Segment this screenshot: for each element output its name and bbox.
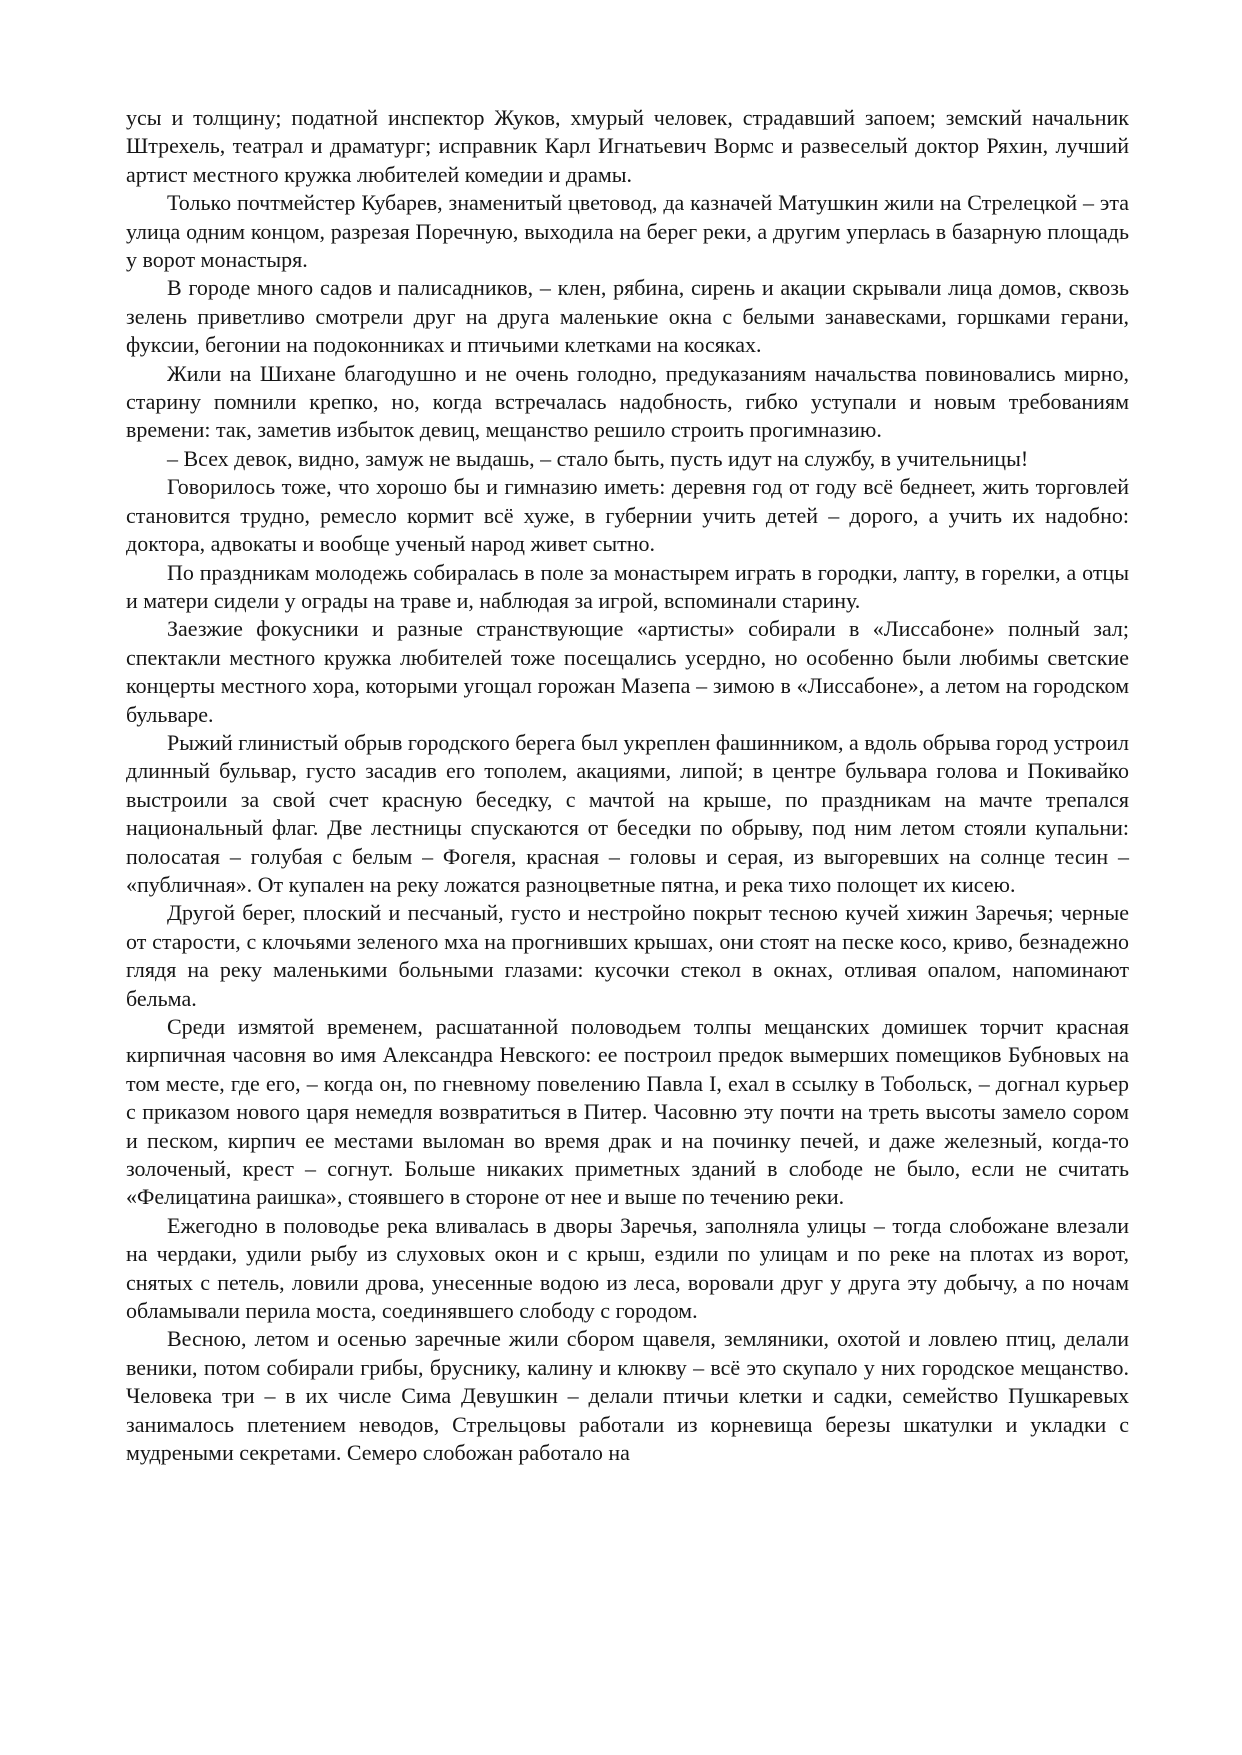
paragraph: Ежегодно в половодье река вливалась в дворы Заречья, заполняла улицы – тогда слобожане влезали на чердаки, удили рыбу из слуховых окон и с крыш, ездили по улицам и по реке на плотах из ворот, снятых с петель, ловили дрова, унесенные водою из леса, воровали друг у друга эту добычу, а по ночам обламывали перила моста, соединявшего слободу с городом.	[126, 1212, 1129, 1324]
paragraph: Рыжий глинистый обрыв городского берега был укреплен фашинником, а вдоль обрыва город устроил длинный бульвар, густо засадив его тополем, акациями, липой; в центре бульвара голова и Покивайко выстроили за свой счет красную беседку, с мачтой на крыше, по праздникам на мачте трепался национальный флаг. Две лестницы спускаются от беседки по обрыву, под ним летом стояли купальни: полосатая – голубая с белым – Фогеля, красная – головы и серая, из выгоревших на солнце тесин – «публичная». От купален на реку ложатся разноцветные пятна, и река тихо полощет их кисею.	[126, 729, 1129, 897]
paragraph: По праздникам молодежь собиралась в поле за монастырем играть в городки, лапту, в горелки, а отцы и матери сидели у ограды на траве и, наблюдая за игрой, вспоминали старину.	[126, 559, 1129, 613]
paragraph: Другой берег, плоский и песчаный, густо и нестройно покрыт тесною кучей хижин Заречья; черные от старости, с клочьями зеленого мха на прогнивших крышах, они стоят на песке косо, криво, безнадежно глядя на реку маленькими больными глазами: кусочки стекол в окнах, отливая опалом, напоминают бельма.	[126, 900, 1129, 1011]
paragraph: В городе много садов и палисадников, – клен, рябина, сирень и акации скрывали лица домов, сквозь зелень приветливо смотрели друг на друга маленькие окна с белыми занавесками, горшками герани, фуксии, бегонии на подоконниках и птичьими клетками на косяках.	[126, 275, 1129, 358]
paragraph: Среди измятой временем, расшатанной половодьем толпы мещанских домишек торчит красная кирпичная часовня во имя Александра Невского: ее построил предок вымерших помещиков Бубновых на том месте, где его, – когда он, по гневному повелению Павла I, ехал в ссылку в Тобольск, – догнал курьер с приказом нового царя немедля возвратиться в Питер. Часовню эту почти на треть высоты замело сором и песком, кирпич ее местами выломан во время драк и на починку печей, и даже железный, когда-то золоченый, крест – согнут. Больше никаких приметных зданий в слободе не было, если не считать «Фелицатина раишка», стоявшего в стороне от нее и выше по течению реки.	[126, 1014, 1129, 1210]
paragraph: усы и толщину; податной инспектор Жуков, хмурый человек, страдавший запоем; земский начальник Штрехель, театрал и драматург; исправник Карл Игнатьевич Вормс и развеселый доктор Ряхин, лучший артист местного кружка любителей комедии и драмы.	[126, 105, 1129, 187]
paragraph: Жили на Шихане благодушно и не очень голодно, предуказаниям начальства повиновались мирно, старину помнили крепко, но, когда встречалась надобность, гибко уступали и новым требованиям времени: так, заметив избыток девиц, мещанство решило строить прогимназию.	[126, 360, 1129, 443]
paragraph: Заезжие фокусники и разные странствующие «артисты» собирали в «Лиссабоне» полный зал; спектакли местного кружка любителей тоже посещались усердно, но особенно были любимы светские концерты местного хора, которыми угощал горожан Мазепа – зимою в «Лиссабоне», а летом на городском бульваре.	[126, 616, 1129, 727]
paragraph: Весною, летом и осенью заречные жили сбором щавеля, земляники, охотой и ловлею птиц, делали веники, потом собирали грибы, бруснику, калину и клюкву – всё это скупало у них городское мещанство. Человека три – в их числе Сима Девушкин – делали птичьи клетки и садки, семейство Пушкаревых занималось плетением неводов, Стрельцовы работали из корневища березы шкатулки и укладки с мудреными секретами. Семеро слобожан работало на	[126, 1326, 1129, 1466]
document-page	[126, 104, 1129, 1468]
paragraph: Только почтмейстер Кубарев, знаменитый цветовод, да казначей Матушкин жили на Стрелецкой – эта улица одним концом, разрезая Поречную, выходила на берег реки, а другим уперлась в базарную площадь у ворот монастыря.	[126, 190, 1129, 273]
paragraph: – Всех девок, видно, замуж не выдашь, – стало быть, пусть идут на службу, в учительницы!	[167, 445, 1029, 471]
paragraph: Говорилось тоже, что хорошо бы и гимназию иметь: деревня год от году всё беднеет, жить торговлей становится трудно, ремесло кормит всё хуже, в губернии учить детей – дорого, а учить их надобно: доктора, адвокаты и вообще ученый народ живет сытно.	[126, 474, 1129, 557]
